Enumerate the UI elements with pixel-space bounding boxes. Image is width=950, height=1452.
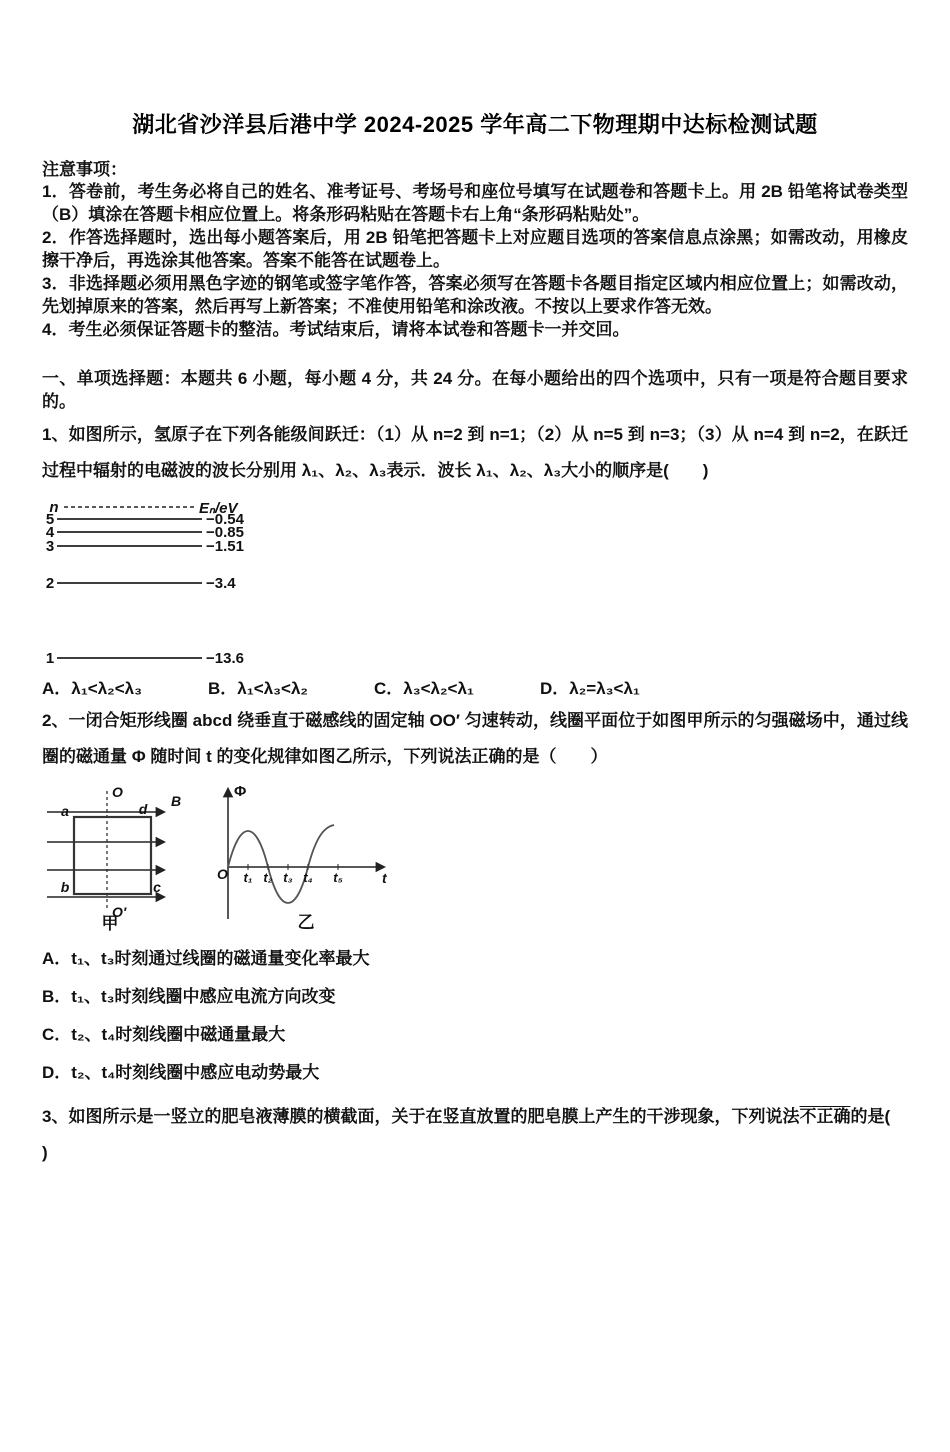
q1-option-c-text: λ₃<λ₂<λ₁ [403,679,474,698]
coil-figure-jia [44,779,184,931]
q2-option-c-label: C． [42,1025,72,1044]
flux-sine-curve [228,825,334,903]
section-1-heading: 一、单项选择题：本题共 6 小题，每小题 4 分，共 24 分。在每小题给出的四个选项中，只有一项是符合题目要求的。 [42,369,908,411]
q1-option-a [42,674,208,699]
q1-option-a-text: λ₁<λ₂<λ₃ [71,679,142,698]
level-energy-5: −0.54 [206,511,244,528]
q1-option-a-label: A． [42,679,72,698]
q2-option-a-label: A． [42,949,72,968]
question-3-text [42,1099,908,1135]
q1-option-b-text: λ₁<λ₃<λ₂ [237,679,308,698]
question-1-options [42,674,908,699]
q1-option-b [208,674,374,699]
q2-option-c-text: t₂、t₄时刻线圈中磁通量最大 [71,1025,286,1044]
energy-level-diagram-svg [44,497,276,672]
level-energy-3: −1.51 [206,538,244,555]
notice-item-2: 2．作答选择题时，选出每小题答案后，用 2B 铅笔把答题卡上对应题目选项的答案信息点涂黑；如需改动，用橡皮擦干净后，再选涂其他答案。答案不能答在试题卷上。 [42,228,908,270]
level-n-5: 5 [45,511,55,528]
level-energy-2: −3.4 [206,575,236,592]
notice-item-3: 3．非选择题必须用黑色字迹的钢笔或签字笔作答，答案必须写在答题卡各题目指定区域内相应位置上；如需改动，先划掉原来的答案，然后再写上新答案；不准使用铅笔和涂改液。不按以上要求作答无效。 [42,274,908,316]
exam-page [0,108,950,1171]
question-1-text: 1、如图所示，氢原子在下列各能级间跃迁：（1）从 n=2 到 n=1；（2）从 n=5 到 n=3；（3）从 n=4 到 n=2，在跃迁过程中辐射的电磁波的波长分别用 λ₁、λ₂、λ₃表示．波长 λ₁、λ₂、λ₃大小的顺序是( ) [42,425,908,480]
q2-option-d-text: t₂、t₄时刻线圈中感应电动势最大 [71,1063,320,1082]
corner-a-label: a [61,803,69,819]
q1-option-d-text: λ₂=λ₃<λ₁ [569,679,640,698]
tick-label-t4: t₄ [303,870,313,885]
axis-bottom-label: O′ [112,904,127,920]
question-2-text: 2、一闭合矩形线圈 abcd 绕垂直于磁感线的固定轴 OO′ 匀速转动，线圈平面位于如图甲所示的匀强磁场中，通过线圈的磁通量 Φ 随时间 t 的变化规律如图乙所示，下列说法正确的是（ ） [42,711,908,766]
question-3-close-paren: ) [42,1143,48,1162]
q3-text-after: 的是( [850,1107,891,1126]
page-title: 湖北省沙洋县后港中学 2024-2025 学年高二下物理期中达标检测试题 [132,112,818,137]
level-energy-1: −13.6 [206,650,244,667]
q2-option-b [42,985,908,1009]
figure-yi-caption: 乙 [297,913,315,931]
tick-label-t2: t₂ [263,870,273,885]
axis-top-label: O [112,784,123,800]
question-2-figures [44,779,908,931]
corner-c-label: c [153,879,161,895]
tick-label-t1: t₁ [243,870,253,885]
q2-option-a-text: t₁、t₃时刻通过线圈的磁通量变化率最大 [71,949,370,968]
level-n-3: 3 [45,538,55,555]
tick-label-t5: t₅ [333,870,343,885]
energy-level-diagram [44,497,908,672]
tick-label-t3: t₃ [283,870,293,885]
q1-option-c [374,674,540,699]
q1-option-b-label: B． [208,679,238,698]
q3-text-overline: 不正确 [799,1107,851,1126]
coil-rect [74,817,151,894]
q2-option-b-text: t₁、t₃时刻线圈中感应电流方向改变 [71,987,336,1006]
q1-option-c-label: C． [374,679,404,698]
corner-d-label: d [138,801,148,817]
q1-option-d-label: D． [540,679,570,698]
notice-heading: 注意事项： [42,160,127,179]
level-n-1: 1 [45,650,55,667]
q3-text-before: 3、如图所示是一竖立的肥皂液薄膜的横截面，关于在竖直放置的肥皂膜上产生的干涉现象，下列说法 [42,1107,800,1126]
level-energy-4: −0.85 [206,524,244,541]
q2-option-d-label: D． [42,1063,72,1082]
q1-option-d [540,674,706,699]
notice-item-1: 1．答卷前，考生务必将自己的姓名、准考证号、考场号和座位号填写在试题卷和答题卡上。用 2B 铅笔将试卷类型（B）填涂在答题卡相应位置上。将条形码粘贴在答题卡右上角“条形码粘贴处”。 [42,182,908,224]
phi-axis-label: Φ [234,783,247,800]
q2-option-a [42,947,908,971]
diagram-n-label: n [49,499,59,516]
flux-graph-yi [198,779,398,931]
field-b-label: B [171,793,182,809]
question-2-options [42,947,908,1085]
level-n-4: 4 [45,524,55,541]
notice-item-4: 4．考生必须保证答题卡的整洁。考试结束后，请将本试卷和答题卡一并交回。 [42,320,630,339]
time-axis-label: t [382,870,387,886]
diagram-energy-axis-label: Eₙ/eV [199,500,238,517]
q2-option-c [42,1023,908,1047]
origin-label: O [217,866,228,882]
level-n-2: 2 [45,575,55,592]
q2-option-b-label: B． [42,987,72,1006]
figure-jia-caption: 甲 [101,914,119,931]
q2-option-d [42,1061,908,1085]
corner-b-label: b [60,879,70,895]
